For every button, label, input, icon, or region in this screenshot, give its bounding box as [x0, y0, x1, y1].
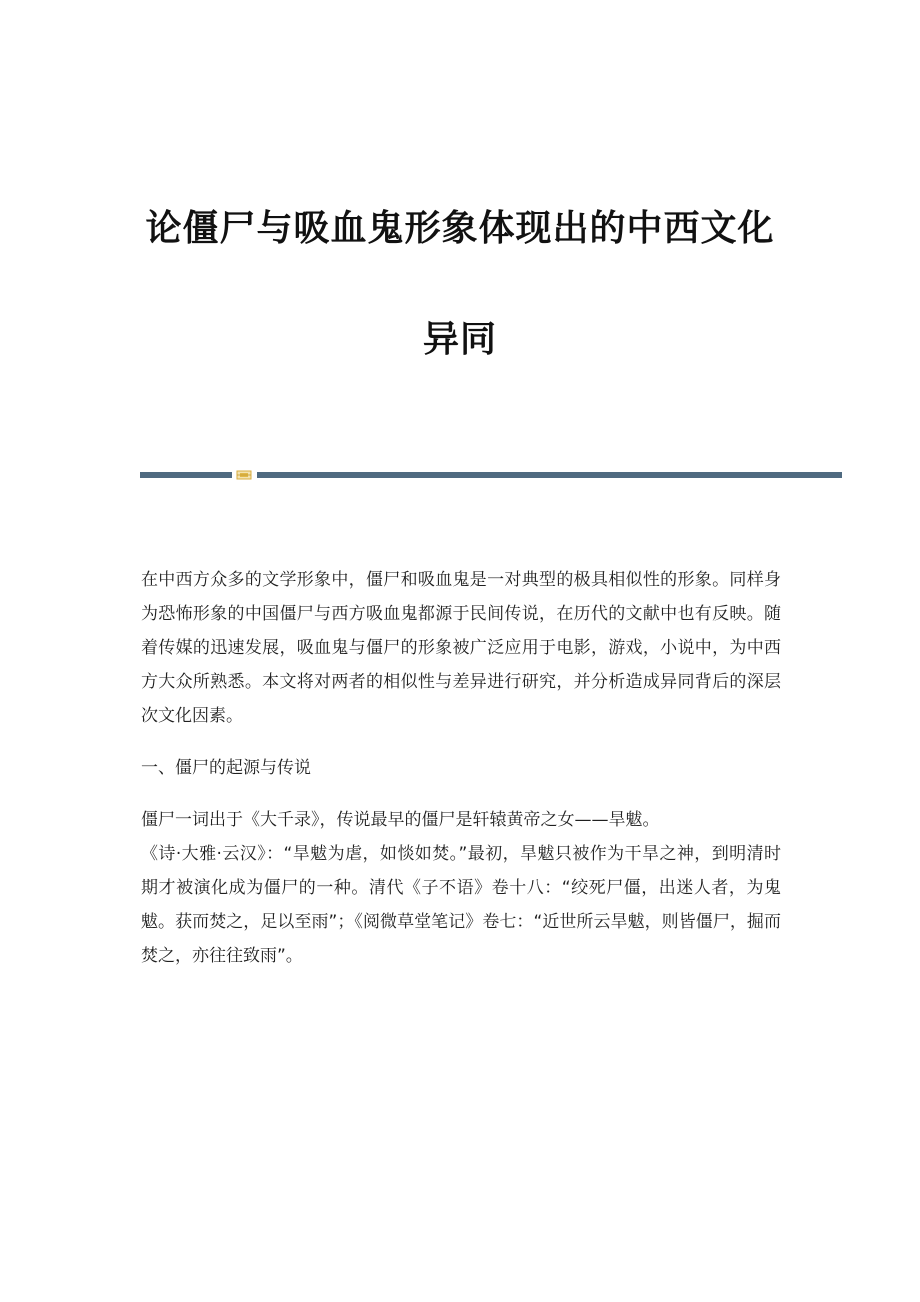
paragraph-origin: 僵尸一词出于《大千录》，传说最早的僵尸是轩辕黄帝之女——旱魃。 — [141, 810, 660, 830]
title-line-2: 异同 — [422, 318, 497, 360]
document-body — [141, 563, 781, 973]
ornament-icon — [236, 470, 252, 480]
paragraph-intro: 在中西方众多的文学形象中，僵尸和吸血鬼是一对典型的极具相似性的形象。同样身为恐怖形象的中国僵尸与西方吸血鬼都源于民间传说，在历代的文献中也有反映。随着传媒的迅速发展，吸血鬼与僵尸的形象被广泛应用于电影，游戏，小说中，为中西方大众所熟悉。本文将对两者的相似性与差异进行研究，并分析造成异同背后的深层次文化因素。 — [141, 570, 781, 726]
title-divider — [140, 470, 842, 480]
document-title — [0, 206, 920, 361]
title-line-1: 论僵尸与吸血鬼形象体现出的中西文化 — [145, 207, 775, 249]
section-heading: 一、僵尸的起源与传说 — [141, 758, 311, 778]
divider-bar-right — [257, 472, 842, 478]
divider-bar-left — [140, 472, 232, 478]
paragraph-citation: 《诗·大雅·云汉》：“旱魃为虐，如惔如焚。”最初，旱魃只被作为干旱之神，到明清时期才被演化成为僵尸的一种。清代《子不语》卷十八：“绞死尸僵，出迷人者，为鬼魃。获而焚之，足以至雨”；《阅微草堂笔记》卷七：“近世所云旱魃，则皆僵尸，掘而焚之，亦往往致雨”。 — [141, 844, 781, 966]
